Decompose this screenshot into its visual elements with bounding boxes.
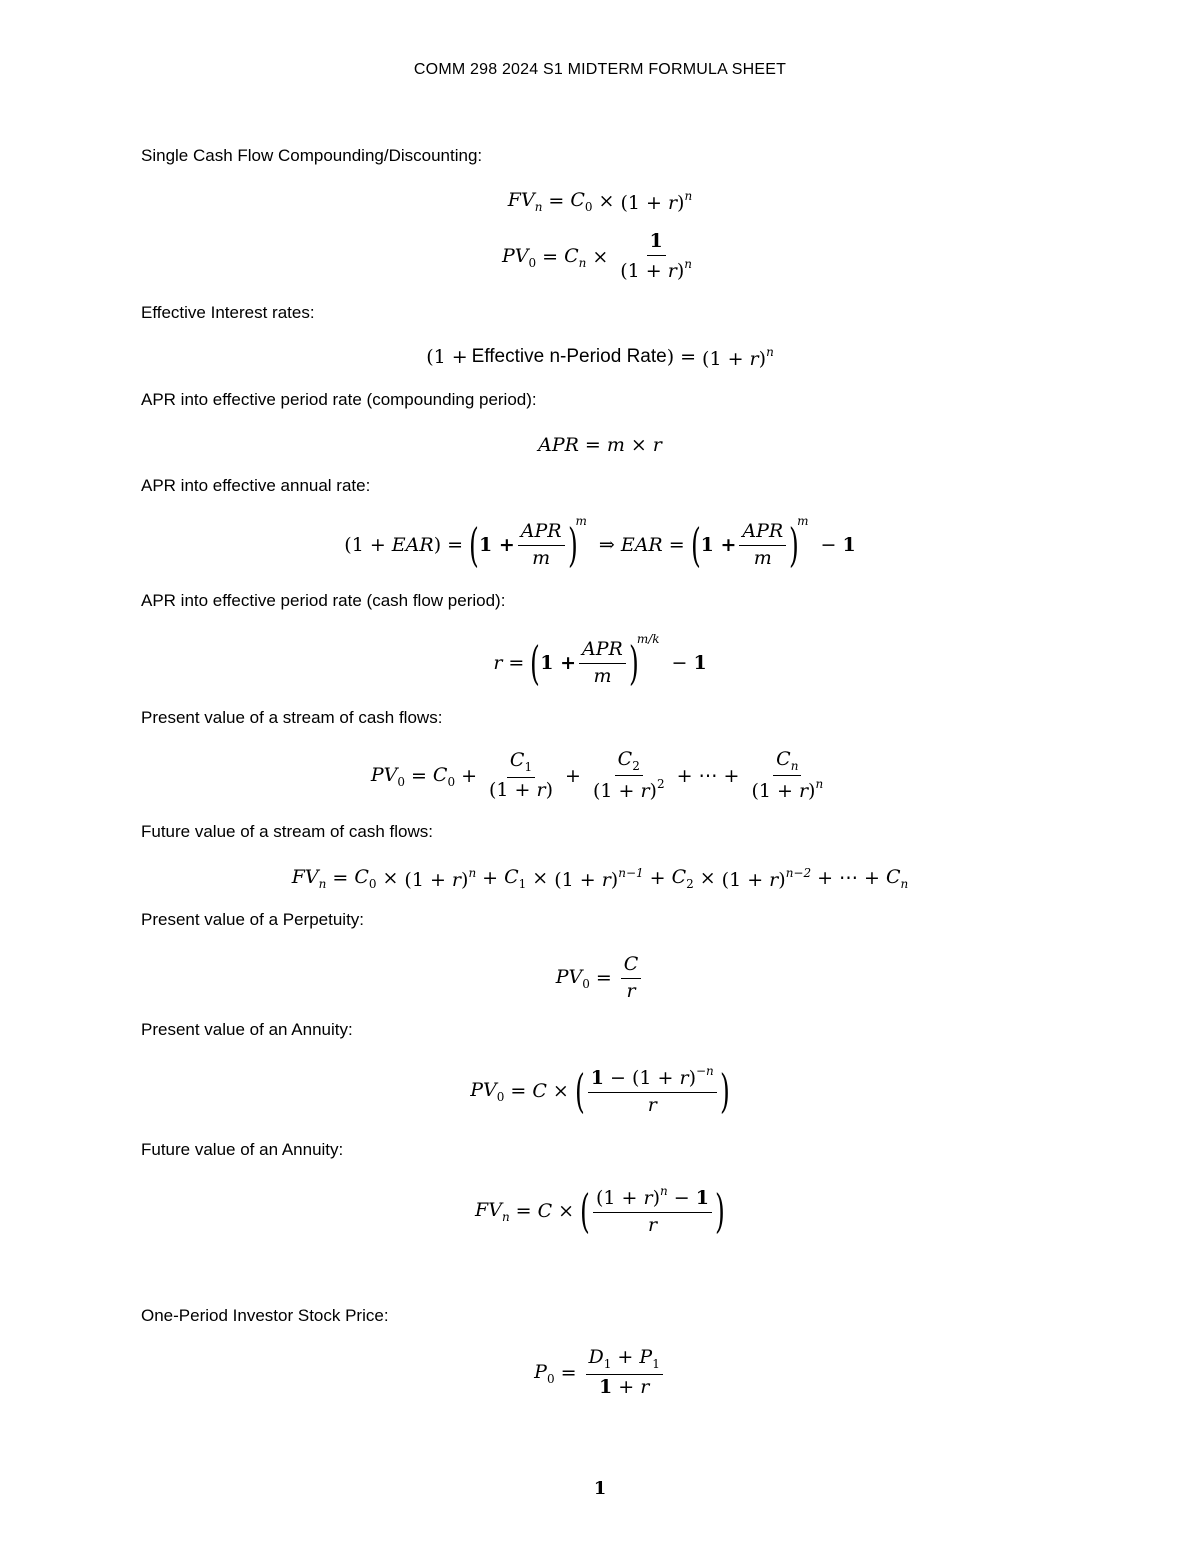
- section-title-apr-cash-flow-period: APR into effective period rate (cash flow period):: [141, 591, 506, 610]
- section-title-apr-annual: APR into effective annual rate:: [141, 476, 371, 495]
- formula-pv-stream: $PV_0$ = $C_0$ + $\frac{C_1}{(1 + r)}$ + $\frac{C_2}{(1 + r)^2}$ + ⋯ + $\frac{C_n}{(1 + r)^n}$: [370, 747, 824, 803]
- section-title-pv-perpetuity: Present value of a Perpetuity:: [141, 910, 365, 929]
- formula-pv-single: $PV_0$ = $C_n$ × $\frac{1}{(1 + r)^n}$: [501, 230, 693, 282]
- formula-apr: APR = m × r: [538, 434, 662, 456]
- formula-pv-perpetuity: $PV_0$ = $\frac{C}{r}$: [0, 948, 1200, 1008]
- section-title-effective-interest: Effective Interest rates:: [141, 303, 315, 322]
- formula-period-rate: r = ( 1 + $\frac{\text{APR}}{m}$ ) m/k − 1: [493, 632, 707, 690]
- page-number: 1: [593, 1478, 607, 1499]
- formula-stock-price: $P_0$ = $\frac{D_1 + P_1}{1 + r}$: [0, 1343, 1200, 1403]
- section-title-pv-stream: Present value of a stream of cash flows:: [141, 708, 443, 727]
- effective-rate-words: Effective n-Period Rate: [471, 346, 667, 367]
- formula-pv-annuity: $PV_0$ = C × ( $\frac{1 - (1 + r)^{-n}}{r}$ ): [470, 1064, 730, 1118]
- formula-fv-annuity: $FV_n$ = C × ( $\frac{(1 + r)^n - 1}{r}$ ): [475, 1184, 725, 1238]
- formula-fv-stream: $FV_n$ = $C_0$ × $(1 + r)^n$ + $C_1$ × $(1 + r)^{n-1}$ + $C_2$ × $(1 + r)^{n-2}$ + ⋯ + $C_n$: [291, 865, 909, 891]
- section-title-pv-annuity: Present value of an Annuity:: [141, 1020, 353, 1039]
- section-title-apr-compounding: APR into effective period rate (compounding period):: [141, 390, 537, 409]
- formula-ear: (1 + EAR) = ( 1 + $\frac{\text{APR}}{m}$ ) m ⇒ EAR = ( 1 + $\frac{\text{APR}}{m}$ ) m − 1: [344, 514, 856, 572]
- section-title-fv-annuity: Future value of an Annuity:: [141, 1140, 344, 1159]
- formula-effective-n-period: (1 + Effective n-Period Rate ) = $(1 + r)^n$: [426, 344, 774, 370]
- section-title-single-cash-flow: Single Cash Flow Compounding/Discounting:: [141, 146, 483, 165]
- page-header: COMM 298 2024 S1 MIDTERM FORMULA SHEET: [413, 61, 787, 78]
- section-title-fv-stream: Future value of a stream of cash flows:: [141, 822, 433, 841]
- section-title-stock-price: One-Period Investor Stock Price:: [141, 1306, 389, 1325]
- formula-fv-single: $FV_n$ = $C_0$ × $(1 + r)^n$: [507, 188, 693, 214]
